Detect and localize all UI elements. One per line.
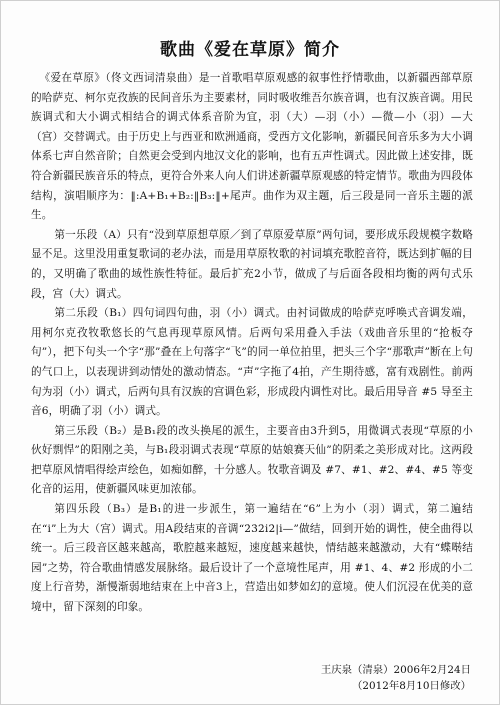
document-body: [31, 69, 473, 618]
paragraph-section-b2: 第三乐段（B₂）是B₁段的改头换尾的派生，主要音由3升到5，用微调式表现“草原的小伙好剽悍”的阳刚之美，与B₁段羽调式表现“草原的姑娘赛天仙”的阴柔之美形成对比。这两段把草原风情唱得绘声绘色，如痴如醉，十分感人。牧歌音调及 #7、#1、#2、#4、#5 等变化音的运用，使新疆风味更加浓郁。: [31, 424, 473, 496]
signature-revision-date: （2012年8月10日修改）: [351, 680, 471, 692]
paragraph-section-b3: 第四乐段（B₃）是B₁的进一步派生，第一遍结在“6”上为小（羽）调式，第二遍结在“i”上为大（宫）调式。用A段结束的音调“2̇3̇2̇i̇2̇|i̇—”做结，回到开始的调性，使全曲得以统一。后三段音区越来越高，歌腔越来越短，速度越来越快，情结越来越激动，大有“蝶啭结园”之势，符合歌曲情感发展脉络。最后设计了一个意境性尾声，用 #1、4、#2 形成的小二度上行音势，渐慢渐弱地结束在上中音3上，营造出如梦如幻的意境。使人们沉浸在优美的意境中，留下深刻的印象。: [31, 503, 473, 614]
paragraph-section-b1: 第二乐段（B₁）四句词四句曲，羽（小）调式。由衬词做成的哈萨克呼唤式音调发端，用柯尔克孜牧歌悠长的气息再现草原风情。后两句采用叠入手法（戏曲音乐里的“抢板夺句”），把下句头一个字“那”叠在上句落字“飞”的同一单位拍里，把头三个字“那歌声”断在上句的气口上，以表现讲到动情处的激动情态。“声”字拖了4拍，产生期待感，富有戏剧性。前两句为羽（小）调式，后两句具有汉族的宫调色彩，形成段内调性对比。最后用导音 #5 导至主音6，明确了羽（小）调式。: [31, 307, 473, 418]
paragraph-intro: 《爱在草原》（佟文西词清泉曲）是一首歌唱草原观感的叙事性抒情歌曲，以新疆西部草原的哈萨克、柯尔克孜族的民间音乐为主要素材，同时吸收维吾尔族音调，也有汉族音调。用民族调式和大小调式相结合的调式体系音阶为宜，羽（大）—羽（小）—微—小（羽）—大（宫）交替调式。由于历史上与西亚和欧洲通商，受西方文化影响，新疆民间音乐多为大小调体系七声自然音阶；自然更会受到内地汉文化的影响，也有五声性调式。因此做上述安排，既符合新疆民族音乐的特点，更符合外来人向人们讲述新疆草原观感的特定情节。歌曲为四段体结构，演唱顺序为：‖:A+B₁+B₂:‖B₃:‖+尾声。曲作为双主题，后三段是同一音乐主题的派生。: [31, 72, 473, 222]
paragraph-section-a: 第一乐段（A）只有“没到草原想草原／到了草原爱草原”两句词，要形成乐段规模字数略显不足。这里没用重复歌词的老办法，而是用草原牧歌的衬词填充歌腔音符，既达到扩幅的目的，又明确了歌曲的域性族性特征。最后扩充2小节，做成了与后面各段相均衡的两句式乐段，宫（大）调式。: [31, 228, 473, 300]
document-title: 歌曲《爱在草原》简介: [160, 40, 340, 60]
signature-block: [321, 662, 471, 694]
signature-author-date: 王庆泉（清泉）2006年2月24日: [320, 664, 471, 676]
